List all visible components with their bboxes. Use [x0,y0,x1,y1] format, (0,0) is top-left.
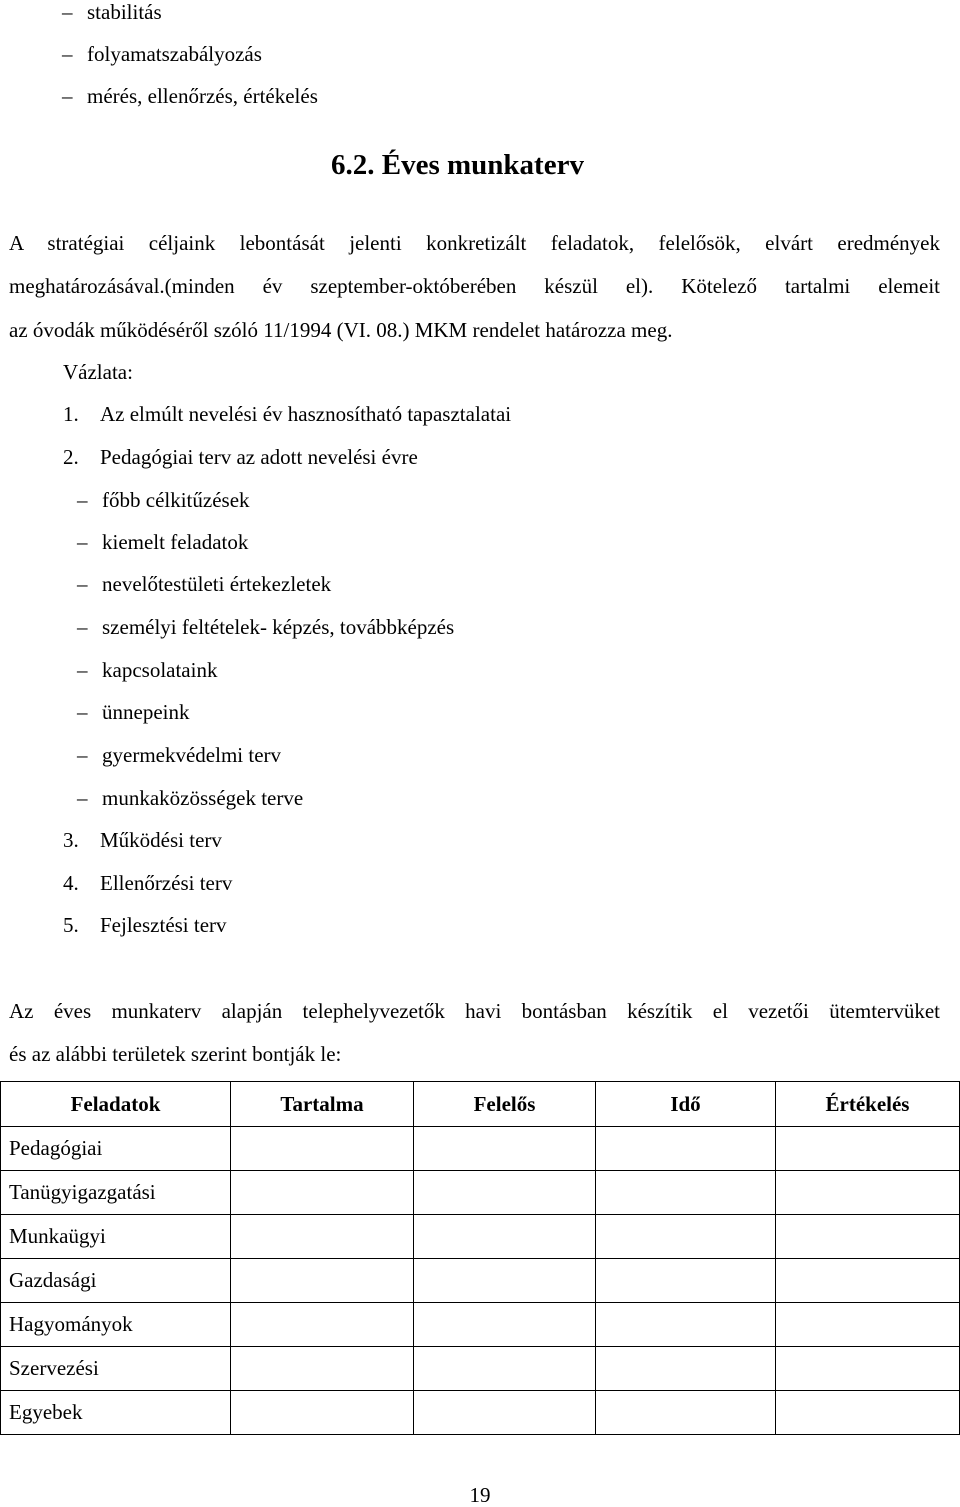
table-cell [231,1259,414,1303]
intro-line: A stratégiai céljaink lebontását jelenti konkretizált feladatok, felelősök, elvárt eredmények [9,231,940,255]
table-cell [596,1259,776,1303]
outline-item-number: 5. [63,913,79,937]
table-cell [596,1347,776,1391]
sub-list-item: – kiemelt feladatok [77,530,249,554]
table-row [1,1391,960,1435]
outline-item-text: Az elmúlt nevelési év hasznosítható tapasztalatai [100,402,512,426]
table-header-cell: Idő [596,1082,776,1127]
outline-item-text: Pedagógiai terv az adott nevelési évre [100,445,418,469]
table-cell [776,1259,960,1303]
table-cell [776,1303,960,1347]
outline-item [63,873,232,894]
table-row-label: Pedagógiai [1,1127,231,1171]
table-row-label: Gazdasági [1,1259,231,1303]
table-cell [231,1347,414,1391]
table-cell [596,1171,776,1215]
table-header-cell: Feladatok [1,1082,231,1127]
table-cell [776,1171,960,1215]
work-plan-table [0,1081,960,1435]
table-cell [414,1215,596,1259]
table-row [1,1171,960,1215]
table-cell [776,1215,960,1259]
outline-item-text: Fejlesztési terv [100,913,227,937]
outline-item-text: Működési terv [100,828,222,852]
outline-item [63,830,222,851]
table-cell [414,1127,596,1171]
table-row-label: Szervezési [1,1347,231,1391]
outline-item-number: 2. [63,445,79,469]
outline-label: Vázlata: [63,360,133,384]
sub-list-item: – személyi feltételek- képzés, továbbképzés [77,615,455,639]
table-row [1,1303,960,1347]
table-row-label: Egyebek [1,1391,231,1435]
table-cell [596,1127,776,1171]
top-list-item: – mérés, ellenőrzés, értékelés [62,84,318,108]
table-cell [231,1303,414,1347]
table-header-row [1,1082,960,1127]
outline-item-number: 4. [63,871,79,895]
outline-item-text: Ellenőrzési terv [100,871,233,895]
intro-line: az óvodák működéséről szóló 11/1994 (VI. 08.) MKM rendelet határozza meg. [9,318,673,342]
table-intro-line: és az alábbi területek szerint bontják le: [9,1042,342,1066]
table-row [1,1259,960,1303]
table-row-label: Hagyományok [1,1303,231,1347]
table-cell [231,1127,414,1171]
table-header-cell: Értékelés [776,1082,960,1127]
top-list-item: – stabilitás [62,0,162,24]
table-header-cell: Felelős [414,1082,596,1127]
table-cell [596,1391,776,1435]
table-row [1,1127,960,1171]
outline-item [63,447,418,468]
top-list-item: – folyamatszabályozás [62,42,262,66]
sub-list-item: – munkaközösségek terve [77,786,304,810]
sub-list-item: – nevelőtestületi értekezletek [77,572,332,596]
outline-item [63,915,227,936]
sub-list-item: – gyermekvédelmi terv [77,743,282,767]
table-row [1,1215,960,1259]
section-heading: 6.2. Éves munkaterv [331,149,584,181]
page-number: 19 [469,1483,491,1507]
table-cell [776,1347,960,1391]
table-intro-line: Az éves munkaterv alapján telephelyvezetők havi bontásban készítik el vezetői ütemtervüket [9,999,940,1023]
sub-list-item: – kapcsolataink [77,658,218,682]
outline-item [63,404,511,425]
intro-line: meghatározásával.(minden év szeptember-októberében készül el). Kötelező tartalmi elemeit [9,274,940,298]
table-cell [414,1391,596,1435]
table-cell [414,1347,596,1391]
table-cell [596,1303,776,1347]
table-cell [414,1259,596,1303]
table-cell [414,1171,596,1215]
table-header-cell: Tartalma [231,1082,414,1127]
table-cell [231,1215,414,1259]
table-cell [231,1391,414,1435]
table-cell [231,1171,414,1215]
table-row-label: Tanügyigazgatási [1,1171,231,1215]
table-cell [414,1303,596,1347]
table-cell [776,1391,960,1435]
outline-item-number: 3. [63,828,79,852]
sub-list-item: – ünnepeink [77,700,190,724]
table-row [1,1347,960,1391]
table-cell [596,1215,776,1259]
sub-list-item: – főbb célkitűzések [77,488,250,512]
table-row-label: Munkaügyi [1,1215,231,1259]
outline-item-number: 1. [63,402,79,426]
table-cell [776,1127,960,1171]
